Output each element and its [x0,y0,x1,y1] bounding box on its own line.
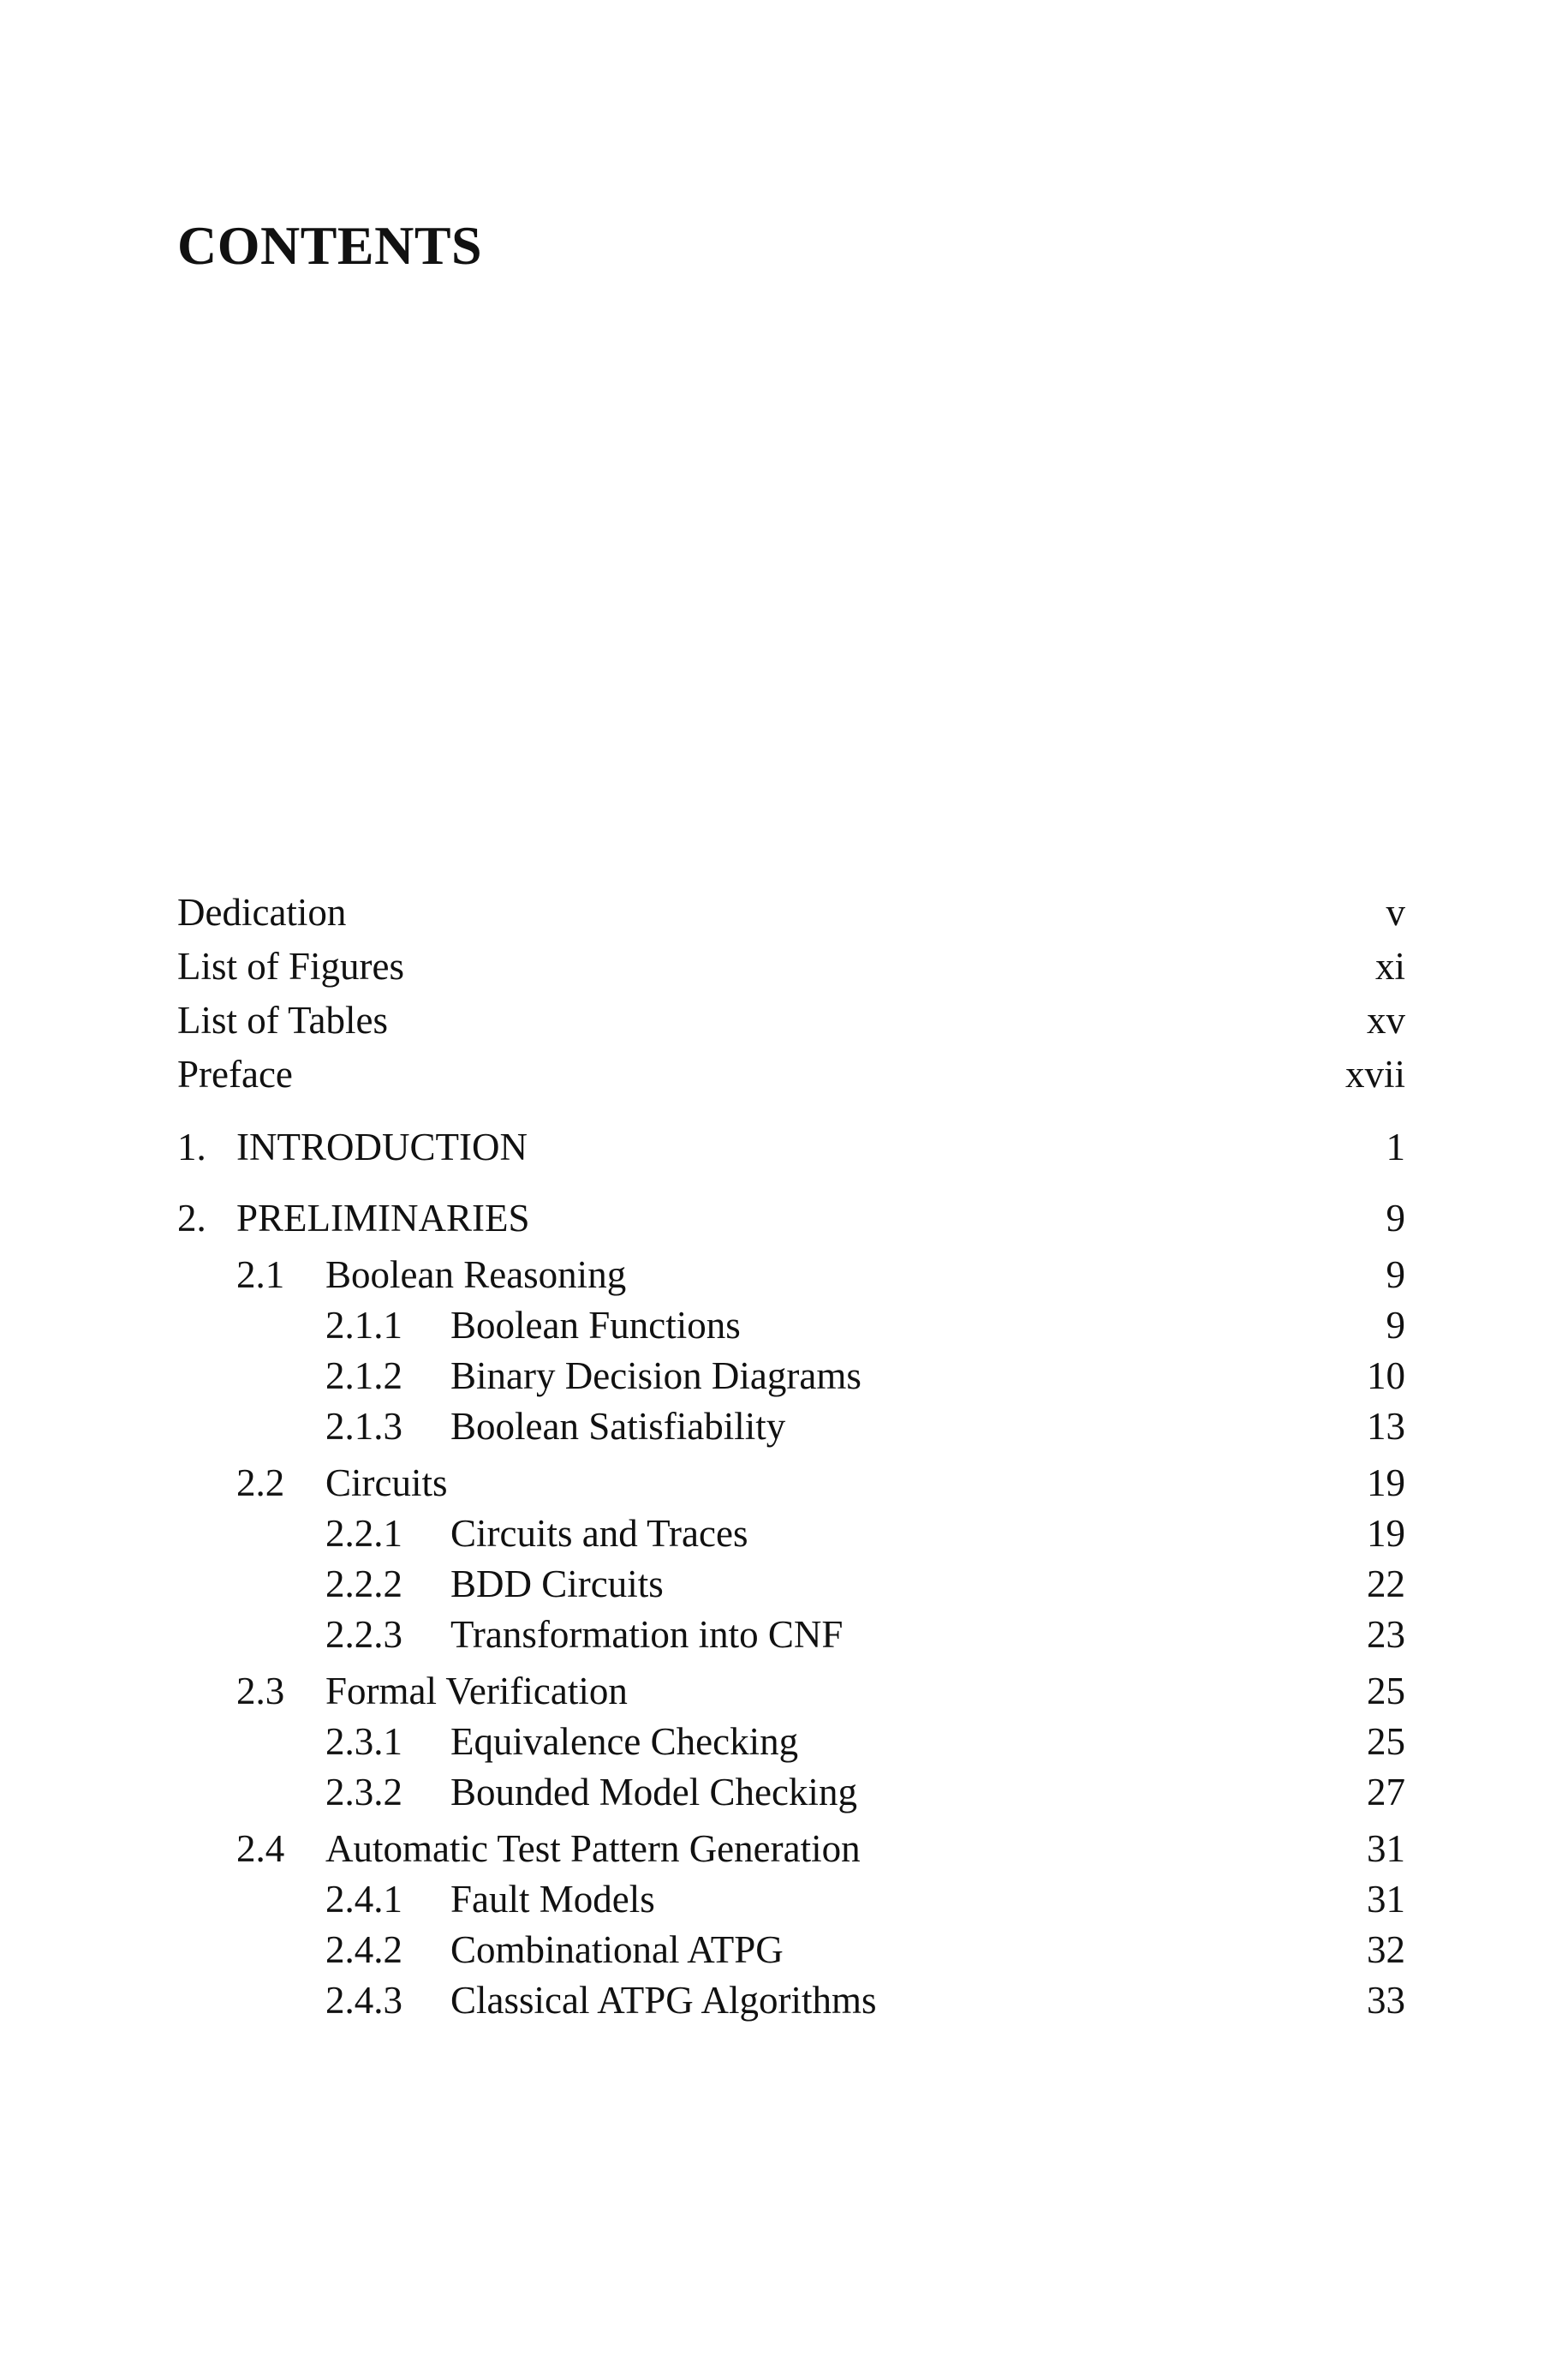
toc-entry-page: xi [1374,945,1405,988]
toc-entry-page: 22 [1367,1562,1405,1605]
toc-entry-page: 33 [1367,1979,1405,2022]
toc-entry-label: Binary Decision Diagrams [450,1354,862,1397]
toc-entry-section-2-3[interactable] [0,1665,1568,1717]
toc-entry-label: Formal Verification [325,1670,628,1712]
toc-entry-page: 31 [1367,1827,1405,1870]
toc-entry-number: 2.2.3 [325,1613,402,1656]
toc-entry-number: 2.1.1 [325,1304,402,1347]
toc-entry-label: Circuits [325,1461,448,1504]
toc-entry-page: 1 [1386,1126,1405,1168]
toc-entry-list-of-figures[interactable] [0,941,1568,992]
toc-entry-list-of-tables[interactable] [0,995,1568,1046]
toc-entry-label: Boolean Reasoning [325,1253,627,1296]
toc-entry-label: Boolean Satisfiability [450,1405,786,1448]
toc-entry-number: 2.3.1 [325,1720,402,1763]
toc-entry-section-2-3-1[interactable] [0,1716,1568,1767]
toc-entry-label: BDD Circuits [450,1562,664,1605]
toc-entry-section-2-1[interactable] [0,1249,1568,1300]
toc-entry-chapter-1[interactable] [0,1121,1568,1173]
toc-entry-chapter-2[interactable] [0,1192,1568,1244]
toc-entry-number: 2.3 [236,1670,285,1712]
toc-entry-label: Automatic Test Pattern Generation [325,1827,861,1870]
toc-entry-section-2-3-2[interactable] [0,1766,1568,1818]
toc-entry-label: Transformation into CNF [450,1613,844,1656]
toc-entry-number: 2.4.2 [325,1928,402,1971]
toc-entry-label: Classical ATPG Algorithms [450,1979,877,2022]
toc-entry-number: 2.4.1 [325,1878,402,1921]
toc-entry-label: Combinational ATPG [450,1928,784,1971]
toc-entry-label: Boolean Functions [450,1304,741,1347]
toc-entry-number: 2.1.2 [325,1354,402,1397]
toc-entry-page: xv [1367,999,1405,1042]
toc-entry-label: List of Figures [177,945,404,988]
toc-entry-section-2-2-2[interactable] [0,1558,1568,1610]
toc-entry-section-2-4-2[interactable] [0,1924,1568,1975]
toc-entry-number: 2.2.1 [325,1512,402,1555]
toc-entry-page: 9 [1386,1304,1405,1347]
toc-entry-page: 13 [1367,1405,1405,1448]
toc-entry-label: Bounded Model Checking [450,1771,857,1813]
toc-entry-page: 25 [1367,1670,1405,1712]
toc-entry-number: 2.2.2 [325,1562,402,1605]
toc-entry-number: 1. [177,1126,206,1168]
toc-entry-label: Preface [177,1053,293,1096]
toc-entry-section-2-4-1[interactable] [0,1873,1568,1925]
toc-entry-page: 27 [1367,1771,1405,1813]
toc-entry-section-2-2-1[interactable] [0,1508,1568,1559]
toc-entry-number: 2.1.3 [325,1405,402,1448]
toc-entry-section-2-2-3[interactable] [0,1609,1568,1660]
toc-entry-page: 25 [1367,1720,1405,1763]
toc-entry-label: Fault Models [450,1878,655,1921]
toc-entry-label: INTRODUCTION [236,1126,528,1168]
toc-entry-label: Dedication [177,891,347,934]
toc-entry-page: 32 [1367,1928,1405,1971]
toc-entry-section-2-1-2[interactable] [0,1350,1568,1401]
toc-entry-page: 19 [1367,1461,1405,1504]
toc-entry-preface[interactable] [0,1049,1568,1100]
page-title: CONTENTS [177,215,483,276]
toc-entry-dedication[interactable] [0,887,1568,938]
toc-entry-number: 2.4.3 [325,1979,402,2022]
toc-entry-section-2-4-3[interactable] [0,1975,1568,2026]
toc-entry-page: 9 [1386,1197,1405,1240]
toc-entry-label: List of Tables [177,999,388,1042]
toc-entry-section-2-4[interactable] [0,1823,1568,1874]
toc-entry-label: Equivalence Checking [450,1720,799,1763]
toc-entry-page: 31 [1367,1878,1405,1921]
toc-entry-page: 10 [1367,1354,1405,1397]
toc-entry-section-2-2[interactable] [0,1457,1568,1509]
toc-entry-number: 2.2 [236,1461,285,1504]
toc-entry-label: Circuits and Traces [450,1512,748,1555]
toc-entry-page: 23 [1367,1613,1405,1656]
toc-entry-label: PRELIMINARIES [236,1197,530,1240]
toc-entry-number: 2.4 [236,1827,285,1870]
toc-entry-section-2-1-3[interactable] [0,1401,1568,1452]
toc-entry-page: xvii [1344,1053,1405,1096]
toc-entry-number: 2.1 [236,1253,285,1296]
toc-entry-page: 19 [1367,1512,1405,1555]
toc-entry-page: 9 [1386,1253,1405,1296]
toc-entry-number: 2.3.2 [325,1771,402,1813]
toc-entry-page: v [1386,891,1405,934]
toc-entry-number: 2. [177,1197,206,1240]
toc-entry-section-2-1-1[interactable] [0,1300,1568,1351]
